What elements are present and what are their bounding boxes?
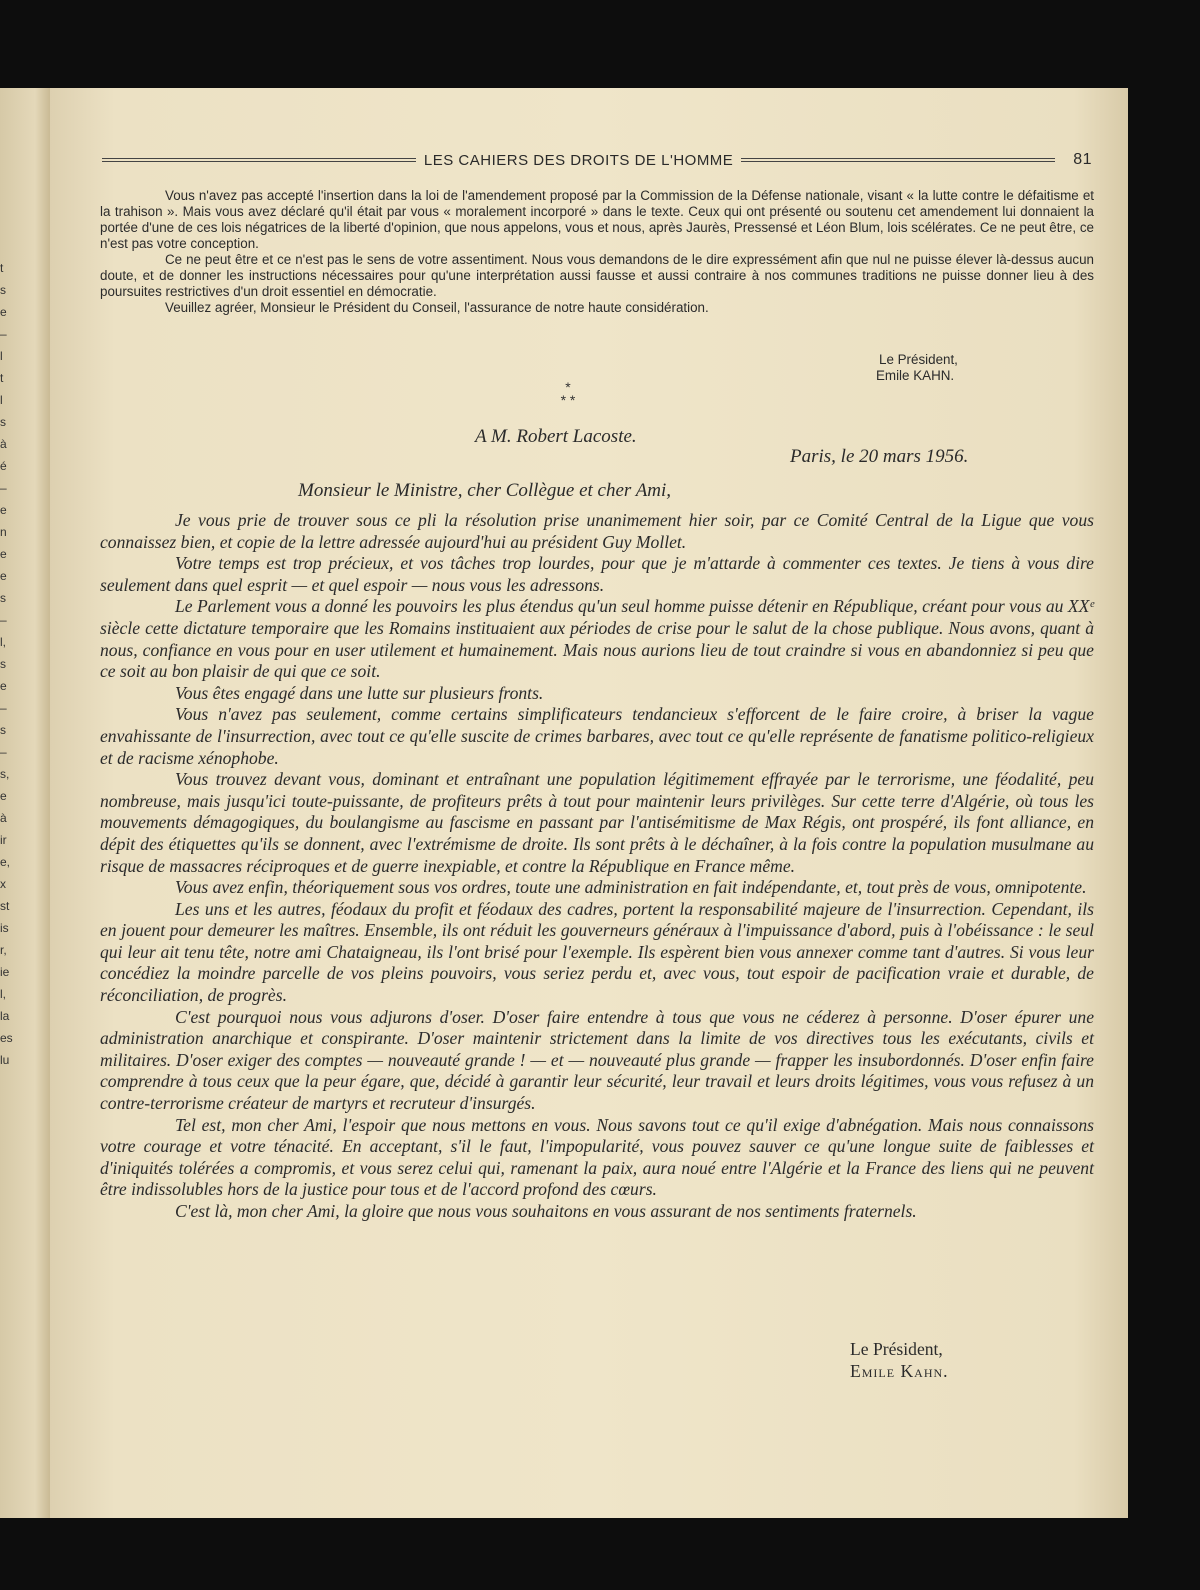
margin-fragment: – — [0, 327, 7, 341]
header-rule-left — [102, 158, 416, 162]
asterism-bottom: * * — [560, 392, 576, 408]
letter-dateline: Paris, le 20 mars 1956. — [790, 446, 969, 467]
margin-fragment: e — [0, 679, 7, 693]
paragraph: Vous n'avez pas seulement, comme certains simplificateurs tendancieux s'efforcent de le faire croire, à briser la vague envahissante de l'insurrection, avec tout ce qu'elle suscite de crimes barbares, avec tout ce qu'elle représente de fanatisme politico-religieux et de racisme xénophobe. — [100, 704, 1094, 768]
signature-title: Le Président, — [879, 352, 958, 367]
margin-fragment: s, — [0, 767, 10, 781]
document-page — [50, 88, 1128, 1518]
margin-fragment: ir — [0, 833, 7, 847]
page-number: 81 — [1073, 151, 1092, 168]
margin-fragment: t — [0, 371, 4, 385]
margin-fragment: s — [0, 283, 6, 297]
margin-fragment: s — [0, 723, 6, 737]
margin-fragment: e — [0, 503, 7, 517]
paragraph: Ce ne peut être et ce n'est pas le sens de votre assentiment. Nous vous demandons de le dire expressément afin que nul ne puisse élever là-dessus aucun doute, et de donner les instructions nécessaires pour qu'une interprétation aussi fausse et aussi contraire à nos communes traditions ne puisse donner lieu à des poursuites restrictives d'un droit essentiel en démocratie. — [100, 252, 1094, 299]
asterism-top: * — [565, 379, 571, 395]
margin-fragment: r, — [0, 943, 7, 957]
paragraph: Vous trouvez devant vous, dominant et entraînant une population légitimement effrayée par le terrorisme, une féodalité, peu nombreuse, mais jusqu'ici toute-puissante, de profiteurs prêts à tout pour maintenir leurs privilèges. Sur cette terre d'Algérie, où tous les mouvements démagogiques, du boulangisme au fascisme en passant par l'antisémitisme de Max Régis, ont prospéré, ils font alliance, en dépit des étiquettes qu'ils se donnent, avec l'extrémisme de droite. Ils sont prêts à le déchaîner, à la fois contre la population musulmane au risque de massacres réciproques et de guerre inexpiable, et contre la République en France même. — [100, 769, 1094, 876]
paragraph: Les uns et les autres, féodaux du profit et féodaux des cadres, portent la responsabilité majeure de l'insurrection. Cependant, ils en jouent pour demeurer les maîtres. Ensemble, ils ont réduit les gouverneurs généraux à l'impuissance d'abord, puis à l'obéissance : le seul qui leur ait tenu tête, notre ami Chataigneau, ils l'ont brisé pour l'exemple. Ils espèrent bien vous annexer comme tant d'autres. Si vous leur concédiez la moindre parcelle de vos pleins pouvoirs, vous seriez perdu et, avec vous, tout espoir de pacification vraie et durable, de réconciliation, de progrès. — [100, 898, 1094, 1006]
letter-conclusion-previous — [100, 188, 1094, 316]
letter-body — [100, 510, 1094, 1223]
margin-fragment: ie — [0, 965, 10, 979]
paragraph: Vous êtes engagé dans une lutte sur plusieurs fronts. — [175, 682, 544, 703]
margin-fragment: lu — [0, 1053, 10, 1067]
margin-fragment: l, — [0, 635, 6, 649]
margin-fragment: à — [0, 811, 7, 825]
margin-fragment: – — [0, 613, 7, 627]
paragraph: C'est pourquoi nous vous adjurons d'oser. D'oser faire entendre à tous que vous ne céderez à personne. D'oser épurer une administration anarchique et conspirante. D'oser maintenir strictement dans la limite de vos directives tous les exécutants, civils et militaires. D'oser exiger des comptes — nouveauté grande ! — et — nouveauté plus grande — frapper les insubordonnés. D'oser enfin faire comprendre à tous ceux que la peur égare, que, décidé à garantir leur sécurité, leur travail et leurs droits légitimes, vous vous refusez à un contre-terrorisme créateur de martyrs et recruteur d'insurgés. — [100, 1006, 1094, 1114]
margin-fragment: s — [0, 415, 6, 429]
left-page-edge — [0, 88, 50, 1518]
paragraph: Le Parlement vous a donné les pouvoirs les plus étendus qu'un seul homme puisse détenir en République, créant pour vous au XXᵉ siècle cette dictature temporaire que les Romains instituaient aux périodes de crise pour le salut de la chose publique. Nous avons, quant à nous, confiance en vous pour en user utilement et humainement. Mais nous aurions lieu de tout craindre si vous en abandonniez si peu que ce soit au bon plaisir de qui que ce soit. — [100, 596, 1094, 682]
journal-title: LES CAHIERS DES DROITS DE L'HOMME — [423, 151, 734, 169]
margin-fragment: é — [0, 459, 7, 473]
signature-name: Emile KAHN. — [876, 368, 955, 383]
margin-fragment: t — [0, 261, 4, 275]
header-rule-right — [741, 158, 1055, 162]
running-header — [102, 150, 1092, 170]
margin-fragment: s — [0, 657, 6, 671]
margin-fragment: n — [0, 525, 7, 539]
paragraph: C'est là, mon cher Ami, la gloire que nous vous souhaitons en vous assurant de nos sentiments fraternels. — [175, 1201, 917, 1221]
signature-title: Le Président, — [850, 1339, 943, 1359]
margin-fragment: e, — [0, 855, 11, 869]
paragraph: Je vous prie de trouver sous ce pli la résolution prise unanimement hier soir, par ce Comité Central de la Ligue que vous connaissez bien, et copie de la lettre adressée aujourd'hui au président Guy Mollet. — [100, 510, 1094, 552]
margin-fragment: e — [0, 547, 7, 561]
margin-fragment: s — [0, 591, 6, 605]
margin-fragment: x — [0, 877, 6, 891]
margin-fragment: la — [0, 1009, 10, 1023]
asterism-separator — [538, 381, 598, 407]
margin-fragment: – — [0, 745, 7, 759]
signature-block-first — [876, 352, 958, 384]
margin-fragment: l — [0, 393, 3, 407]
letter-salutation: Monsieur le Ministre, cher Collègue et cher Ami, — [298, 480, 672, 501]
paragraph: Veuillez agréer, Monsieur le Président du Conseil, l'assurance de notre haute considération. — [165, 300, 709, 315]
margin-fragment: e — [0, 789, 7, 803]
margin-fragment: à — [0, 437, 7, 451]
paragraph: Vous avez enfin, théoriquement sous vos ordres, toute une administration en fait indépendante, et, tout près de vous, omnipotente. — [175, 877, 1087, 898]
margin-fragment: st — [0, 899, 10, 913]
margin-fragment: l, — [0, 987, 6, 1001]
margin-fragment: es — [0, 1031, 13, 1045]
margin-fragment: is — [0, 921, 9, 935]
margin-fragment: – — [0, 481, 7, 495]
margin-fragment: e — [0, 305, 7, 319]
signature-block-second — [850, 1338, 949, 1382]
paragraph: Vous n'avez pas accepté l'insertion dans la loi de l'amendement proposé par la Commission de la Défense nationale, visant « la lutte contre le défaitisme et la trahison ». Mais vous avez déclaré qu'il était par vous « moralement incorporé » dans le texte. Ceux qui ont présenté ou soutenu cet amendement lui donnaient la portée d'une de ces lois négatrices de la liberté d'opinion, que nous appelons, vous et nous, après Jaurès, Pressensé et Léon Blum, lois scélérates. Ce ne peut être, ce n'est pas votre conception. — [100, 188, 1094, 251]
signature-name: Emile Kahn. — [850, 1361, 949, 1381]
paragraph: Tel est, mon cher Ami, l'espoir que nous mettons en vous. Nous savons tout ce qu'il exige d'abnégation. Mais nous connaissons votre courage et votre ténacité. En acceptant, s'il le faut, l'impopularité, vous pouvez sauver ce qu'une longue suite de faiblesses et d'iniquités tolérées a compromis, et vous serez celui qui, ramenant la paix, aura noué entre l'Algérie et la France des liens qui ne peuvent être indissolubles hors de la justice pour tous et de l'accord profond des cœurs. — [100, 1114, 1094, 1200]
margin-fragment: – — [0, 701, 7, 715]
paragraph: Votre temps est trop précieux, et vos tâches trop lourdes, pour que je m'attarde à commenter ces textes. Je tiens à vous dire seulement dans quel esprit — et quel espoir — nous vous les adressons. — [100, 553, 1094, 595]
left-margin-text — [0, 258, 14, 1072]
margin-fragment: e — [0, 569, 7, 583]
letter-addressee: A M. Robert Lacoste. — [475, 426, 637, 447]
margin-fragment: l — [0, 349, 3, 363]
